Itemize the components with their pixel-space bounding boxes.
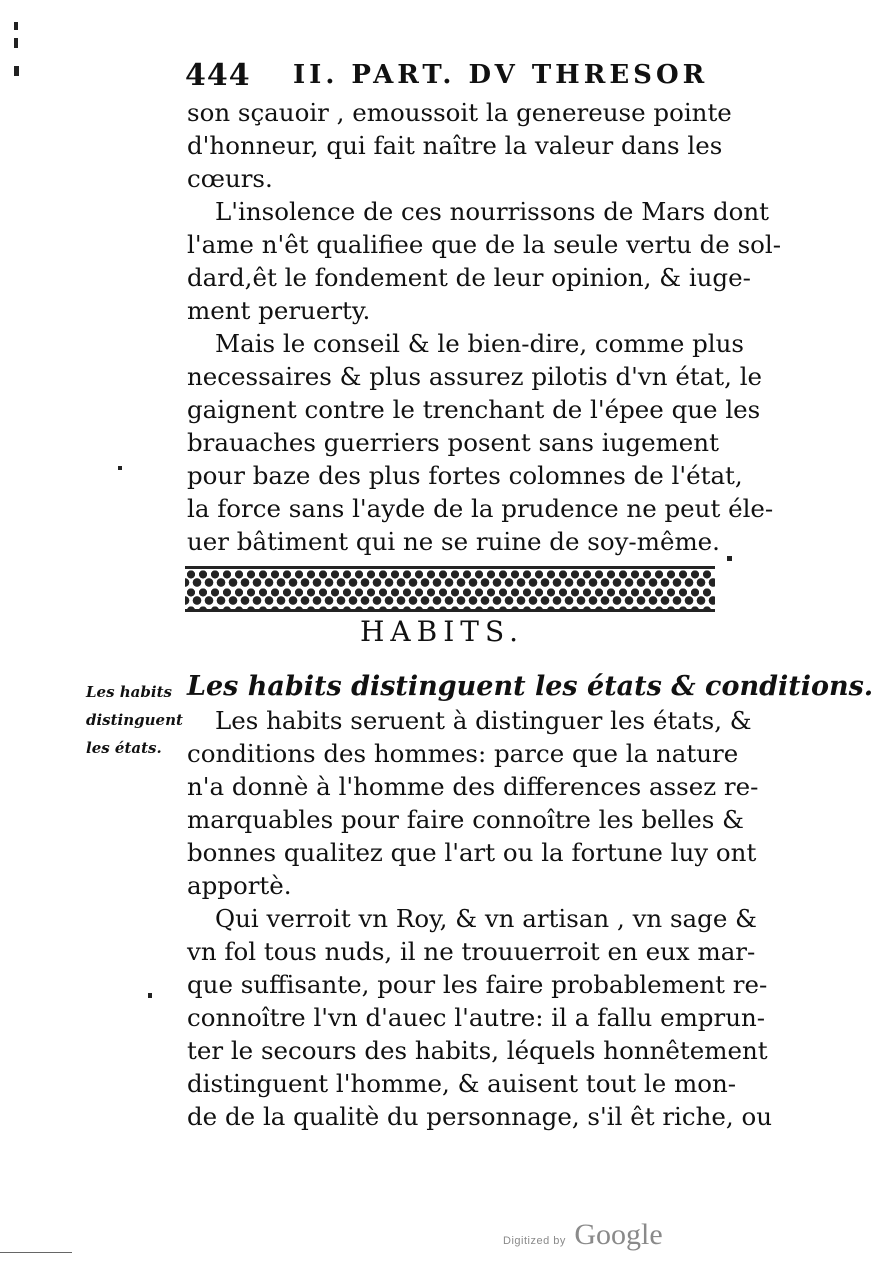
running-title: II. PART. DV THRESOR (293, 60, 709, 90)
text-line: de de la qualitè du personnage, s'il êt riche, ou (187, 1102, 772, 1131)
margin-mark (14, 38, 18, 48)
text-line: la force sans l'ayde de la prudence ne peut éle- (187, 494, 774, 523)
watermark-logo-text: Google (574, 1218, 663, 1251)
text-line: Mais le conseil & le bien-dire, comme plus (215, 329, 744, 358)
text-line: n'a donnè à l'homme des differences assez re- (187, 772, 759, 801)
page-header (185, 58, 725, 98)
text-line: necessaires & plus assurez pilotis d'vn état, le (187, 362, 763, 391)
text-line: marquables pour faire connoître les belles & (187, 805, 744, 834)
google-watermark (503, 1218, 663, 1252)
text-line: ment peruerty. (187, 296, 371, 325)
text-line: pour baze des plus fortes colomnes de l'état, (187, 461, 743, 490)
margin-mark (14, 22, 18, 30)
text-line: Les habits seruent à distinguer les états, & (215, 706, 752, 735)
text-line: L'insolence de ces nourrissons de Mars dont (215, 197, 770, 226)
margin-mark (148, 993, 152, 998)
margin-mark (727, 556, 732, 561)
text-line: connoître l'vn d'auec l'autre: il a fallu emprun- (187, 1003, 766, 1032)
marginal-note-line: distinguent (86, 711, 183, 729)
page-number: 444 (185, 58, 251, 93)
section-heading: HABITS. (360, 615, 525, 648)
text-line: bonnes qualitez que l'art ou la fortune luy ont (187, 838, 757, 867)
margin-mark (0, 1252, 72, 1253)
marginal-note-line: les états. (86, 739, 162, 757)
text-line: apportè. (187, 871, 292, 900)
text-line: vn fol tous nuds, il ne trouuerroit en eux mar- (187, 937, 756, 966)
text-line: cœurs. (187, 164, 273, 193)
section-subheading: Les habits distinguent les états & conditions. (187, 671, 873, 702)
decorative-border-ornament (185, 566, 715, 612)
marginal-note-line: Les habits (86, 683, 172, 701)
text-line: dard,êt le fondement de leur opinion, & iuge- (187, 263, 751, 292)
text-line: brauaches guerriers posent sans iugement (187, 428, 719, 457)
text-line: ter le secours des habits, léquels honnêtement (187, 1036, 768, 1065)
text-line: Qui verroit vn Roy, & vn artisan , vn sage & (215, 904, 757, 933)
watermark-small-text: Digitized by (503, 1235, 566, 1247)
text-line: que suffisante, pour les faire probablement re- (187, 970, 768, 999)
text-line: conditions des hommes: parce que la nature (187, 739, 739, 768)
margin-mark (14, 66, 19, 76)
text-line: gaignent contre le trenchant de l'épee que les (187, 395, 761, 424)
text-line: uer bâtiment qui ne se ruine de soy-même. (187, 527, 720, 556)
text-line: distinguent l'homme, & auisent tout le mon- (187, 1069, 737, 1098)
text-line: l'ame n'êt qualifiee que de la seule vertu de sol- (187, 230, 782, 259)
text-line: son sçauoir , emoussoit la genereuse pointe (187, 98, 732, 127)
text-line: d'honneur, qui fait naître la valeur dans les (187, 131, 723, 160)
margin-mark (118, 466, 122, 470)
